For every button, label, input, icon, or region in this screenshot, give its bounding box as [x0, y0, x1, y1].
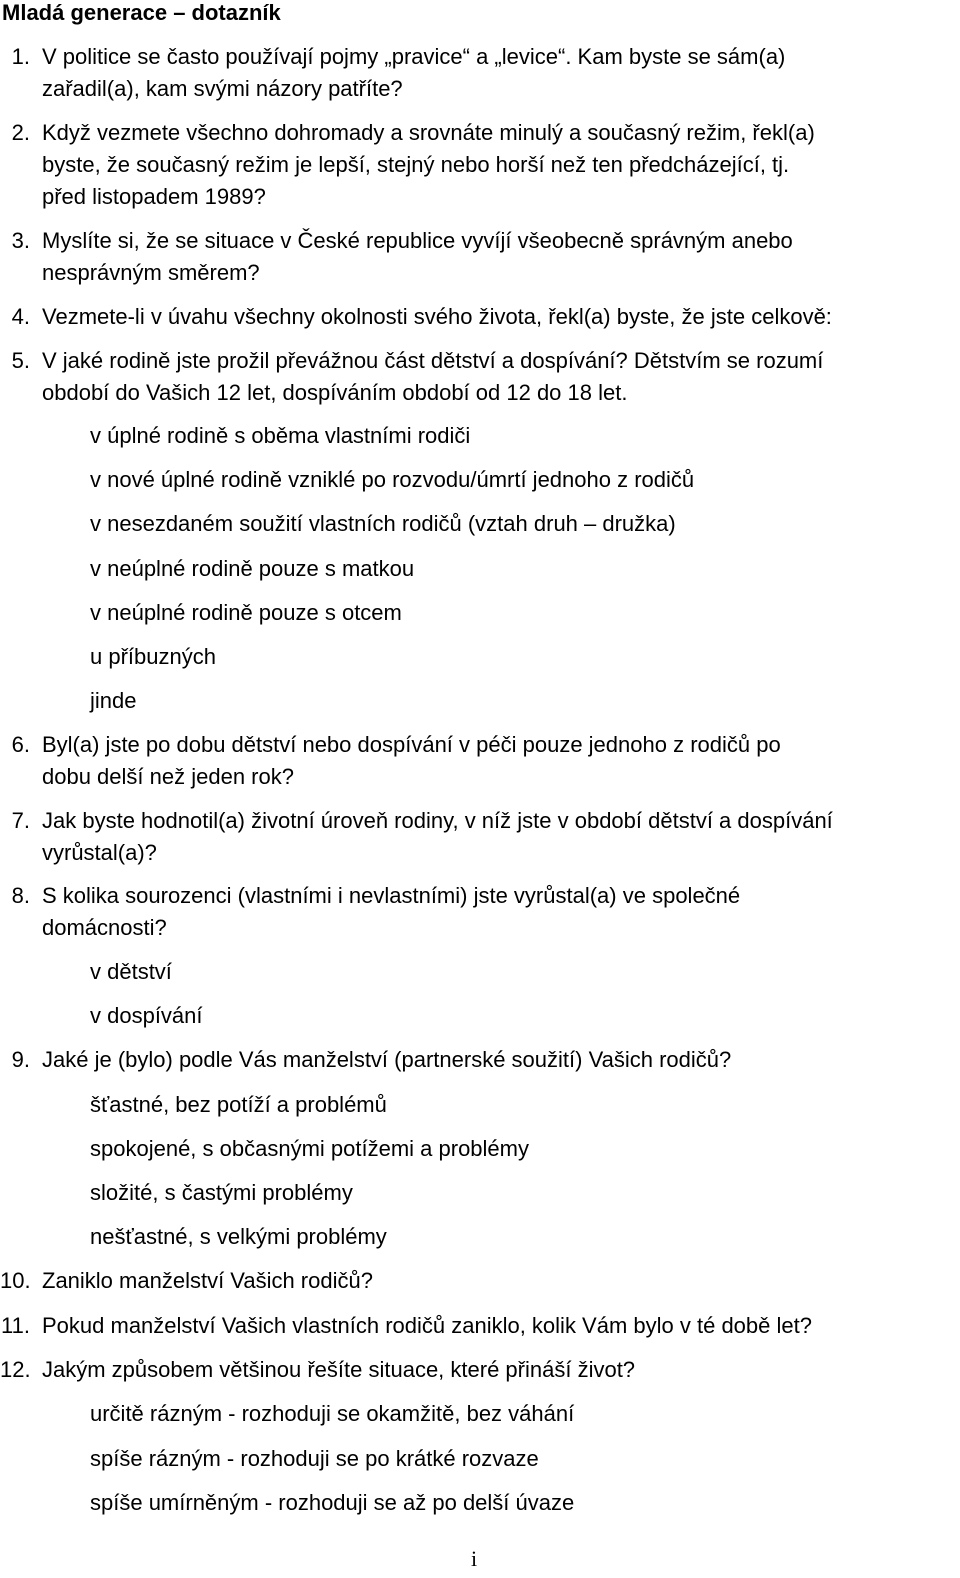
question-1	[0, 41, 958, 105]
question-line: Pokud manželství Vašich vlastních rodičů zaniklo, kolik Vám bylo v té době let?	[42, 1313, 812, 1338]
question-text	[42, 41, 958, 105]
question-line: Byl(a) jste po dobu dětství nebo dospívání v péči pouze jednoho z rodičů po	[42, 732, 781, 757]
answer-option: nešťastné, s velkými problémy	[90, 1224, 387, 1249]
answer-option: v neúplné rodině pouze s otcem	[90, 600, 402, 625]
question-text	[42, 1310, 958, 1342]
answer-option: v dětství	[90, 959, 172, 984]
question-number: 4.	[11, 304, 30, 329]
question-line: byste, že současný režim je lepší, stejný nebo horší než ten předcházející, tj.	[42, 152, 790, 177]
question-text	[42, 1354, 958, 1386]
question-6	[0, 729, 958, 793]
question-number: 12.	[0, 1357, 31, 1382]
answer-option: v nesezdaném soužití vlastních rodičů (vztah druh – družka)	[90, 511, 676, 536]
question-line: vyrůstal(a)?	[42, 840, 157, 865]
question-line: období do Vašich 12 let, dospíváním období od 12 do 18 let.	[42, 380, 628, 405]
page-number: i	[471, 1546, 478, 1571]
answer-option: určitě rázným - rozhoduji se okamžitě, bez váhání	[90, 1401, 575, 1426]
question-4	[0, 301, 958, 333]
question-8	[0, 880, 958, 944]
question-number: 11.	[1, 1313, 30, 1338]
question-number: 1.	[11, 44, 30, 69]
question-line: před listopadem 1989?	[42, 184, 266, 209]
question-number: 9.	[11, 1047, 30, 1072]
answer-option: spokojené, s občasnými potížemi a problémy	[90, 1136, 529, 1161]
question-text	[42, 729, 958, 793]
question-3	[0, 225, 958, 289]
question-line: dobu delší než jeden rok?	[42, 764, 294, 789]
question-7	[0, 805, 958, 869]
question-number: 5.	[11, 348, 30, 373]
question-line: V politice se často používají pojmy „pravice“ a „levice“. Kam byste se sám(a)	[42, 44, 786, 69]
answer-option: spíše umírněným - rozhoduji se až po delší úvaze	[90, 1490, 575, 1515]
question-line: nesprávným směrem?	[42, 260, 260, 285]
question-line: Jakým způsobem většinou řešíte situace, které přináší život?	[42, 1357, 636, 1382]
answer-option: složité, s častými problémy	[90, 1180, 353, 1205]
question-5	[0, 345, 958, 409]
answer-option: šťastné, bez potíží a problémů	[90, 1092, 387, 1117]
question-11	[0, 1310, 958, 1342]
question-12	[0, 1354, 958, 1386]
answer-option: v nové úplné rodině vzniklé po rozvodu/úmrtí jednoho z rodičů	[90, 467, 695, 492]
page-title: Mladá generace – dotazník	[2, 0, 281, 25]
question-number: 10.	[0, 1268, 31, 1293]
question-number: 3.	[11, 228, 30, 253]
question-number: 8.	[11, 883, 30, 908]
question-text	[42, 225, 958, 289]
question-text	[42, 880, 958, 944]
question-text	[42, 1044, 958, 1076]
question-number: 6.	[11, 732, 30, 757]
question-2	[0, 117, 958, 213]
question-line: S kolika sourozenci (vlastními i nevlastními) jste vyrůstal(a) ve společné	[42, 883, 741, 908]
question-line: Zaniklo manželství Vašich rodičů?	[42, 1268, 373, 1293]
answer-option: v dospívání	[90, 1003, 203, 1028]
question-line: Jaké je (bylo) podle Vás manželství (partnerské soužití) Vašich rodičů?	[42, 1047, 732, 1072]
question-text	[42, 1265, 958, 1297]
question-line: Myslíte si, že se situace v České republice vyvíjí všeobecně správným anebo	[42, 228, 793, 253]
answer-option: v úplné rodině s oběma vlastními rodiči	[90, 423, 471, 448]
question-10	[0, 1265, 958, 1297]
question-number: 7.	[11, 808, 30, 833]
question-line: V jaké rodině jste prožil převážnou část dětství a dospívání? Dětstvím se rozumí	[42, 348, 824, 373]
answer-option: v neúplné rodině pouze s matkou	[90, 556, 415, 581]
question-line: Vezmete-li v úvahu všechny okolnosti svého života, řekl(a) byste, že jste celkově:	[42, 304, 832, 329]
answer-option: jinde	[90, 688, 137, 713]
question-line: Když vezmete všechno dohromady a srovnáte minulý a současný režim, řekl(a)	[42, 120, 815, 145]
answer-option: u příbuzných	[90, 644, 216, 669]
question-text	[42, 345, 958, 409]
question-text	[42, 301, 958, 333]
answer-option: spíše rázným - rozhoduji se po krátké rozvaze	[90, 1446, 539, 1471]
question-number: 2.	[11, 120, 30, 145]
question-text	[42, 805, 958, 869]
question-line: Jak byste hodnotil(a) životní úroveň rodiny, v níž jste v období dětství a dospívání	[42, 808, 833, 833]
question-line: domácnosti?	[42, 915, 167, 940]
question-text	[42, 117, 958, 213]
question-9	[0, 1044, 958, 1076]
question-line: zařadil(a), kam svými názory patříte?	[42, 76, 403, 101]
